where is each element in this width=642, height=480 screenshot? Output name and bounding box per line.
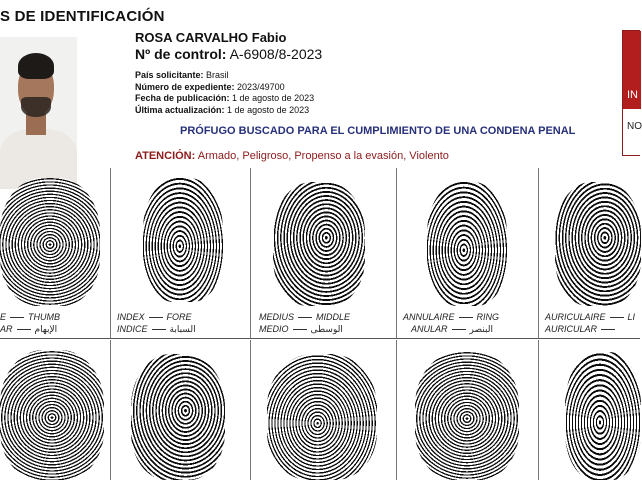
fingerprint-cell: [110, 340, 247, 480]
fugitive-notice: PRÓFUGO BUSCADO PARA EL CUMPLIMIENTO DE UNA CONDENA PENAL: [180, 125, 576, 137]
fingerprint-cell: [396, 168, 536, 338]
detail-row: [135, 82, 314, 94]
finger-label-fr-en: ANNULAIRE RING: [403, 312, 500, 322]
details-block: [135, 70, 314, 116]
suspect-photo: [0, 37, 77, 173]
page-heading: S DE IDENTIFICACIÓN: [0, 8, 165, 25]
finger-label-es-ar: AR الإبهام: [0, 324, 58, 335]
fingerprint-image: [0, 178, 100, 306]
finger-label-es-ar: MEDIO الوسطى: [259, 324, 343, 335]
detail-row: [135, 93, 314, 105]
finger-label-es-ar: ANULAR البنصر: [411, 324, 493, 335]
attention-value: Armado, Peligroso, Propenso a la evasión, Violento: [197, 150, 449, 162]
detail-row: [135, 105, 314, 117]
fingerprint-cell: [250, 168, 393, 338]
fingerprint-cell: [538, 168, 640, 338]
control-number: [135, 46, 322, 62]
finger-label-es-ar: INDICE السبابة: [117, 324, 196, 335]
fingerprint-image: [565, 352, 641, 480]
detail-label: Fecha de publicación:: [135, 93, 230, 103]
finger-label-fr-en: INDEX FORE: [117, 312, 192, 322]
detail-row: [135, 70, 314, 82]
finger-label-fr-en: MEDIUS MIDDLE: [259, 312, 351, 322]
finger-label-fr-en: AURICULAIRE LI: [545, 312, 636, 322]
fingerprint-image: [273, 182, 365, 306]
detail-value: 2023/49700: [237, 81, 285, 92]
attention-label: ATENCIÓN:: [135, 150, 196, 162]
person-name: ROSA CARVALHO Fabio: [135, 30, 287, 45]
fingerprint-image: [131, 354, 225, 480]
logo-text-bottom: NO: [627, 121, 642, 132]
fingerprint-image: [143, 178, 223, 302]
agency-logo: [622, 30, 640, 156]
fingerprint-image: [0, 350, 104, 480]
logo-text-top: IN: [627, 89, 638, 101]
fingerprint-card: [0, 168, 640, 480]
detail-value: 1 de agosto de 2023: [227, 104, 310, 115]
fingerprint-image: [267, 354, 377, 480]
detail-label: Número de expediente:: [135, 81, 235, 92]
detail-value: 1 de agosto de 2023: [232, 93, 315, 103]
fingerprint-image: [415, 352, 519, 480]
detail-value: Brasil: [206, 70, 229, 80]
finger-label-fr-en: E THUMB: [0, 312, 61, 322]
detail-label: Última actualización:: [135, 104, 225, 115]
finger-label-es-ar: AURICULAR: [545, 324, 619, 335]
attention-notice: [135, 150, 449, 162]
detail-label: País solicitante:: [135, 70, 204, 80]
row-divider: [0, 338, 640, 339]
fingerprint-cell: [250, 340, 393, 480]
control-label: Nº de control:: [135, 46, 227, 62]
fingerprint-cell: [0, 340, 110, 480]
fingerprint-cell: [396, 340, 536, 480]
fingerprint-image: [555, 182, 641, 306]
fingerprint-cell: [538, 340, 640, 480]
fingerprint-image: [427, 182, 507, 306]
control-value: A-6908/8-2023: [229, 46, 323, 62]
fingerprint-cell: [0, 168, 110, 338]
fingerprint-cell: [110, 168, 247, 338]
